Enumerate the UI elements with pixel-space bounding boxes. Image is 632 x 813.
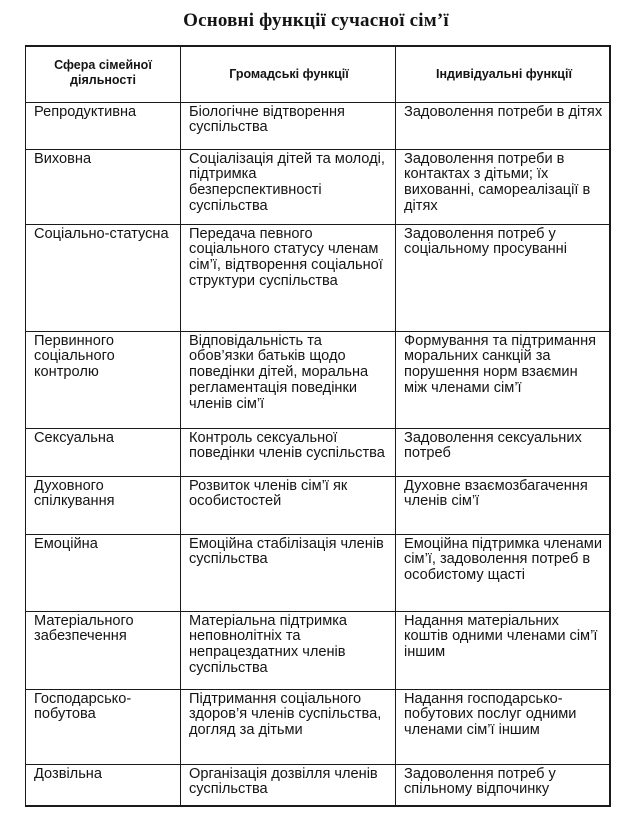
cell-sphere: Виховна <box>26 149 181 224</box>
cell-sphere: Репродуктивна <box>26 102 181 149</box>
page-title: Основні функції сучасної сім’ї <box>183 10 449 31</box>
cell-social: Підтримання соціального здоров’я членів суспільства, догляд за дітьми <box>181 689 396 764</box>
cell-social: Матеріальна підтримка неповнолітніх та непрацездатних членів суспільства <box>181 611 396 689</box>
cell-individual: Задоволення потреби в дітях <box>396 102 611 149</box>
cell-individual: Формування та підтримання моральних санкцій за порушення норм взаємин між членами сім’ї <box>396 331 611 428</box>
cell-sphere: Соціально-статусна <box>26 224 181 331</box>
cell-sphere: Господарсько-побутова <box>26 689 181 764</box>
cell-social: Організація дозвілля членів суспільства <box>181 764 396 807</box>
cell-social: Контроль сексуальної поведінки членів суспільства <box>181 428 396 476</box>
cell-social: Розвиток членів сім’ї як особистостей <box>181 476 396 534</box>
column-header-social: Громадські функції <box>181 45 396 102</box>
cell-social: Відповідальність та обов’язки батьків щодо поведінки дітей, моральна регламентація поведінки членів сім’ї <box>181 331 396 428</box>
cell-individual: Надання господарсько-побутових послуг одними членами сім’ї іншим <box>396 689 611 764</box>
cell-individual: Надання матеріальних коштів одними членами сім’ї іншим <box>396 611 611 689</box>
cell-social: Передача певного соціального статусу членам сім’ї, відтворення соціальної структури суспільства <box>181 224 396 331</box>
cell-sphere: Дозвільна <box>26 764 181 807</box>
cell-sphere: Духовного спілкування <box>26 476 181 534</box>
column-header-sphere: Сфера сімейної діяльності <box>26 45 181 102</box>
cell-individual: Задоволення сексуальних потреб <box>396 428 611 476</box>
cell-sphere: Сексуальна <box>26 428 181 476</box>
cell-social: Біологічне відтворення суспільства <box>181 102 396 149</box>
cell-individual: Задоволення потреб у соціальному просуванні <box>396 224 611 331</box>
cell-sphere: Матеріального забезпечення <box>26 611 181 689</box>
table-frame <box>25 45 610 807</box>
cell-individual: Духовне взаємозбагачення членів сім’ї <box>396 476 611 534</box>
cell-sphere: Первинного соціального контролю <box>26 331 181 428</box>
cell-social: Емоційна стабілізація членів суспільства <box>181 534 396 611</box>
cell-individual: Задоволення потреби в контактах з дітьми; їх вихованні, самореалізації в дітях <box>396 149 611 224</box>
cell-individual: Задоволення потреб у спільному відпочинку <box>396 764 611 807</box>
column-header-individual: Індивідуальні функції <box>396 45 611 102</box>
cell-individual: Емоційна підтримка членами сім’ї, задоволення потреб в особистому щасті <box>396 534 611 611</box>
cell-social: Соціалізація дітей та молоді, підтримка безперспективності суспільства <box>181 149 396 224</box>
cell-sphere: Емоційна <box>26 534 181 611</box>
